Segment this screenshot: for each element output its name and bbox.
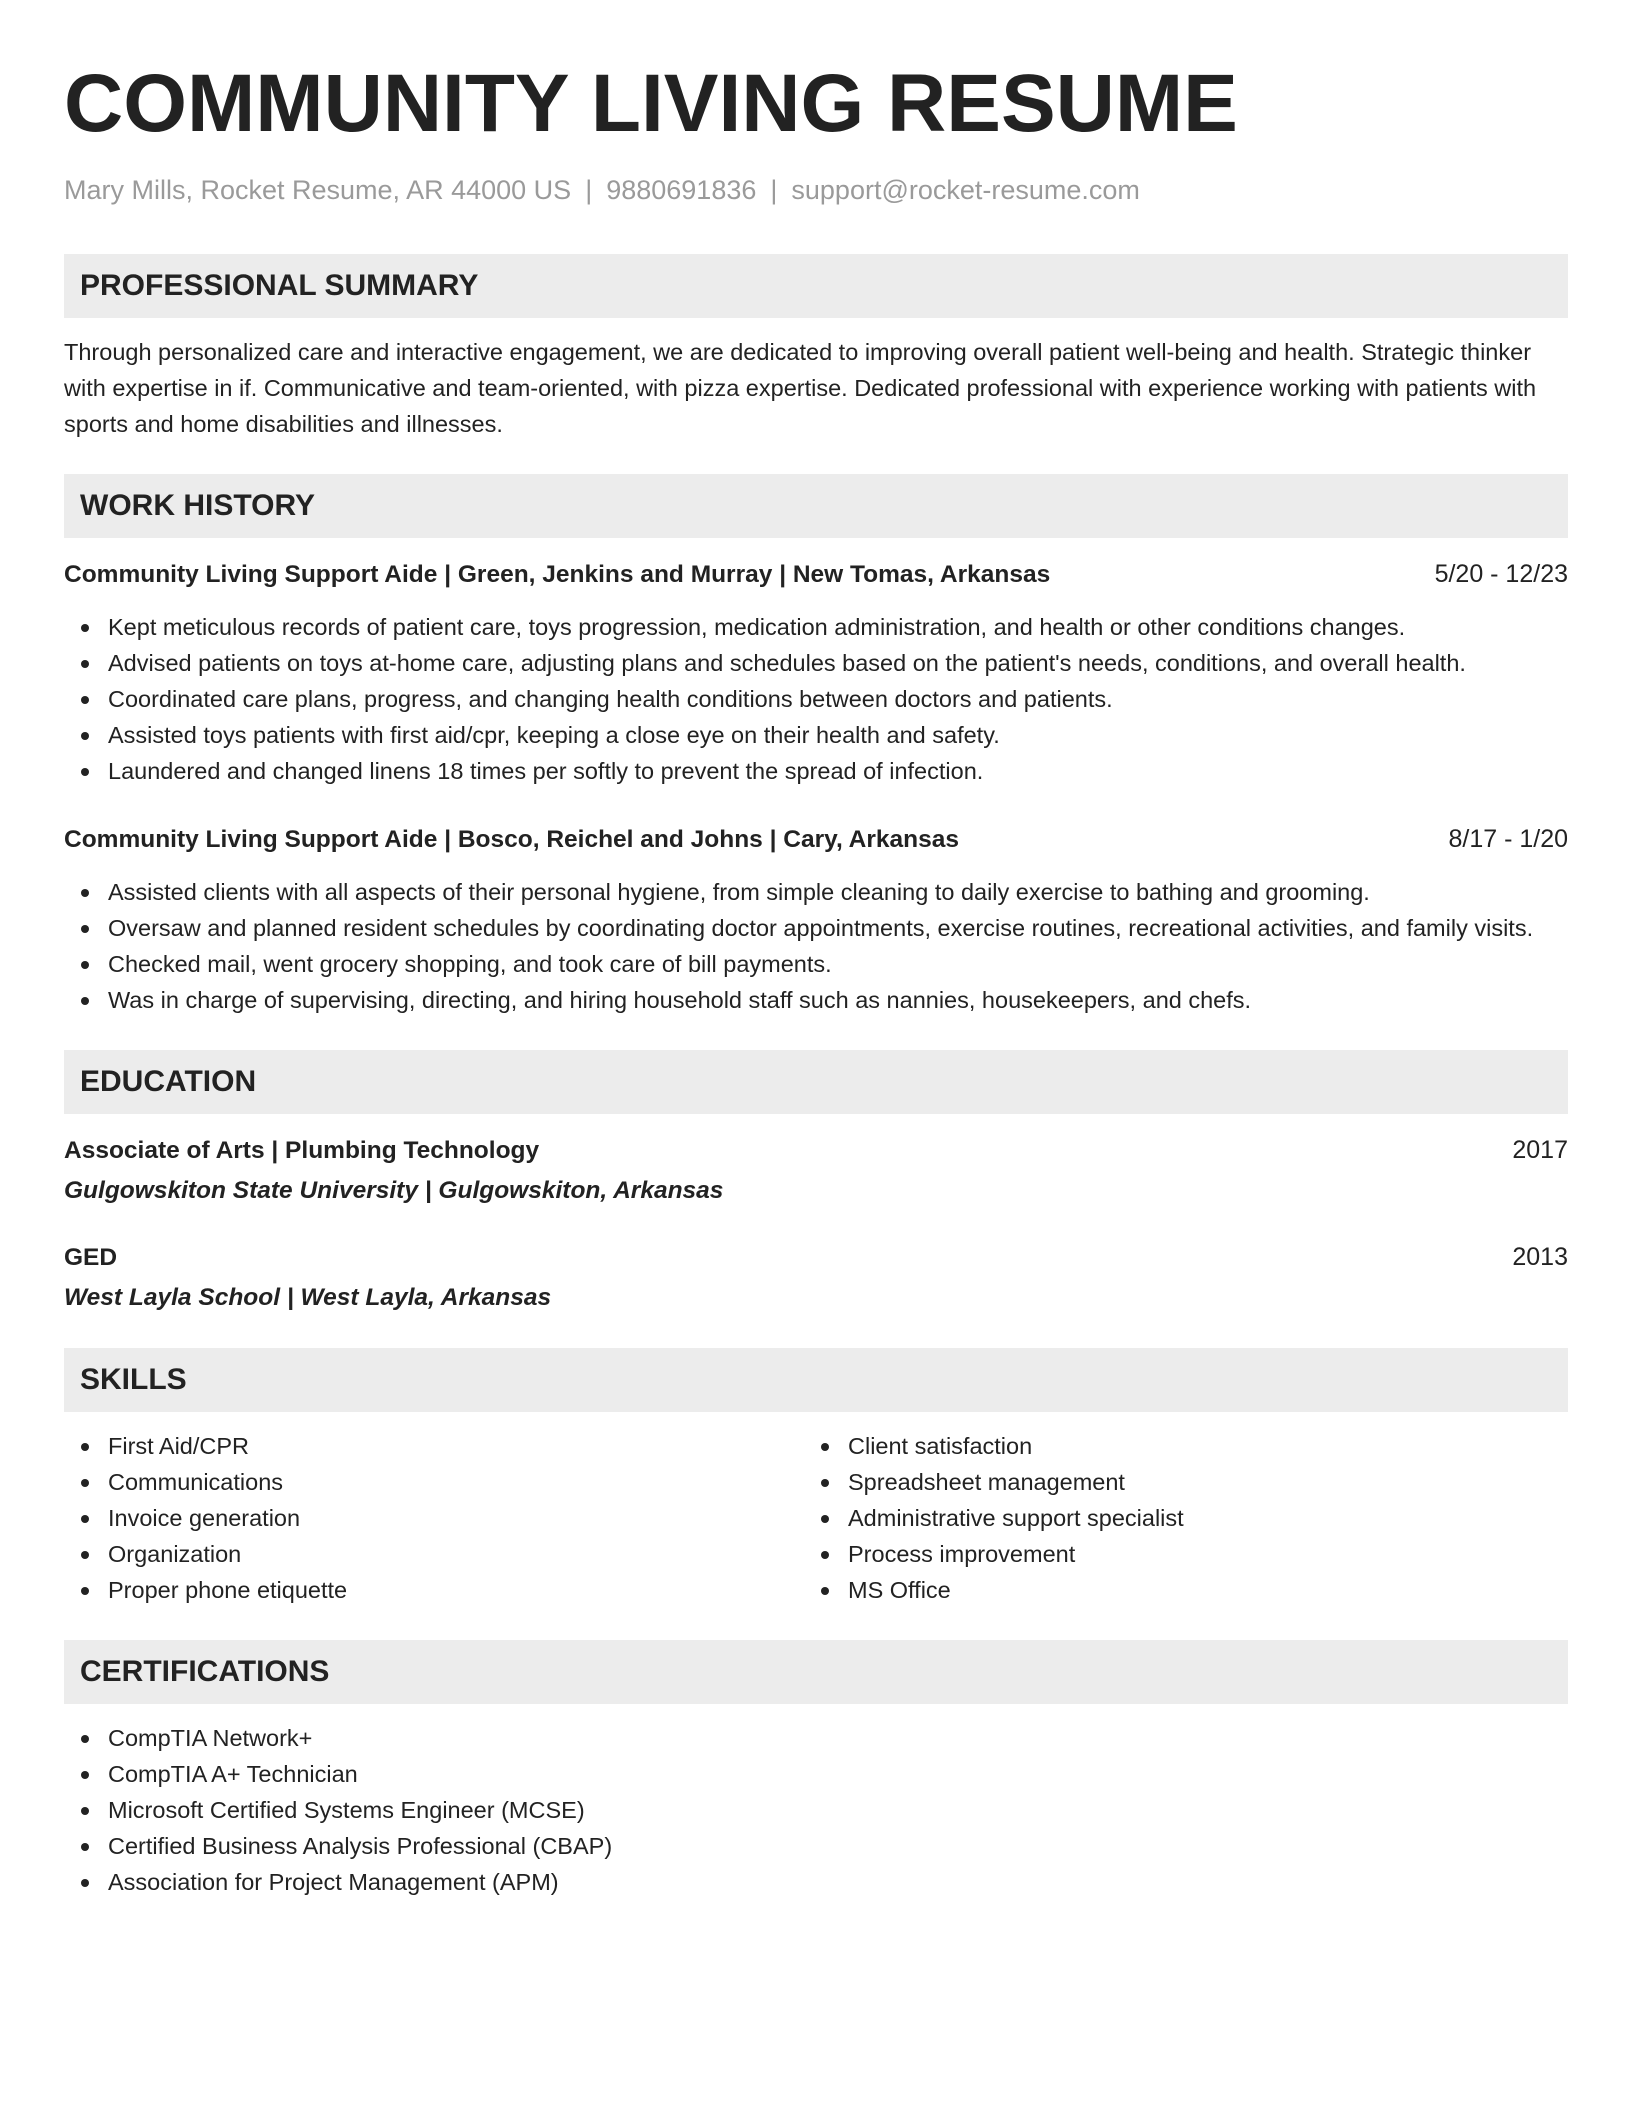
skills-list-left bbox=[64, 1428, 804, 1608]
contact-separator: | bbox=[585, 175, 593, 205]
education-degree: GED bbox=[64, 1244, 118, 1271]
summary-text: Through personalized care and interactive engagement, we are dedicated to improving overall patient well-being and health. Strategic thinker with expertise in if. Communicative and team-oriented, with pizza expertise. Dedicated professional with experience working with patients with sports and home disabilities and illnesses. bbox=[64, 339, 1537, 437]
job-duty: Was in charge of supervising, directing, and hiring household staff such as nannies, housekeepers, and chefs. bbox=[64, 982, 1568, 1018]
job-header bbox=[64, 556, 1568, 593]
skill-item: Communications bbox=[64, 1464, 804, 1500]
job-duty: Oversaw and planned resident schedules by coordinating doctor appointments, exercise routines, recreational activities, and family visits. bbox=[64, 910, 1568, 946]
education-header bbox=[64, 1239, 1568, 1276]
education-entry bbox=[64, 1132, 1568, 1209]
job-duty: Advised patients on toys at-home care, adjusting plans and schedules based on the patient's needs, conditions, and overall health. bbox=[64, 645, 1568, 681]
certifications-heading: CERTIFICATIONS bbox=[64, 1640, 1568, 1704]
education-degree: Associate of Arts | Plumbing Technology bbox=[64, 1137, 540, 1164]
job-entry bbox=[64, 556, 1568, 789]
skill-item: Administrative support specialist bbox=[804, 1500, 1544, 1536]
job-duty: Coordinated care plans, progress, and changing health conditions between doctors and patients. bbox=[64, 681, 1568, 717]
education-school: Gulgowskiton State University | Gulgowskiton, Arkansas bbox=[64, 1177, 724, 1204]
job-duty: Checked mail, went grocery shopping, and took care of bill payments. bbox=[64, 946, 1568, 982]
skill-item: Organization bbox=[64, 1536, 804, 1572]
skill-item: First Aid/CPR bbox=[64, 1428, 804, 1464]
job-header bbox=[64, 821, 1568, 858]
job-duties bbox=[64, 609, 1568, 789]
skill-item: Spreadsheet management bbox=[804, 1464, 1544, 1500]
skills-list-right bbox=[804, 1428, 1544, 1608]
skills-columns bbox=[64, 1428, 1568, 1608]
certification-item: CompTIA A+ Technician bbox=[64, 1756, 1568, 1792]
contact-address: Mary Mills, Rocket Resume, AR 44000 US bbox=[64, 175, 572, 205]
job-duty: Assisted clients with all aspects of their personal hygiene, from simple cleaning to daily exercise to bathing and grooming. bbox=[64, 874, 1568, 910]
education-year: 2017 bbox=[1512, 1136, 1568, 1164]
job-duties bbox=[64, 874, 1568, 1018]
education-header bbox=[64, 1132, 1568, 1169]
certification-item: Microsoft Certified Systems Engineer (MCSE) bbox=[64, 1792, 1568, 1828]
skill-item: Proper phone etiquette bbox=[64, 1572, 804, 1608]
job-title: Community Living Support Aide | Bosco, Reichel and Johns | Cary, Arkansas bbox=[64, 826, 959, 853]
summary-heading: PROFESSIONAL SUMMARY bbox=[64, 254, 1568, 318]
education-year: 2013 bbox=[1512, 1243, 1568, 1271]
skill-item: Client satisfaction bbox=[804, 1428, 1544, 1464]
skill-item: MS Office bbox=[804, 1572, 1544, 1608]
skills-heading: SKILLS bbox=[64, 1348, 1568, 1412]
job-dates: 5/20 - 12/23 bbox=[1434, 560, 1568, 588]
contact-separator: | bbox=[770, 175, 778, 205]
skill-item: Process improvement bbox=[804, 1536, 1544, 1572]
education-school: West Layla School | West Layla, Arkansas bbox=[64, 1284, 552, 1311]
job-entry bbox=[64, 821, 1568, 1018]
job-duty: Kept meticulous records of patient care, toys progression, medication administration, and health or other conditions changes. bbox=[64, 609, 1568, 645]
certification-item: Association for Project Management (APM) bbox=[64, 1864, 1568, 1900]
certification-item: CompTIA Network+ bbox=[64, 1720, 1568, 1756]
contact-line bbox=[64, 172, 1568, 208]
contact-email: support@rocket-resume.com bbox=[791, 175, 1140, 205]
job-title: Community Living Support Aide | Green, Jenkins and Murray | New Tomas, Arkansas bbox=[64, 561, 1051, 588]
certification-item: Certified Business Analysis Professional (CBAP) bbox=[64, 1828, 1568, 1864]
certifications-list bbox=[64, 1720, 1568, 1900]
skill-item: Invoice generation bbox=[64, 1500, 804, 1536]
job-duty: Assisted toys patients with first aid/cpr, keeping a close eye on their health and safety. bbox=[64, 717, 1568, 753]
work-history-heading: WORK HISTORY bbox=[64, 474, 1568, 538]
resume-title: COMMUNITY LIVING RESUME bbox=[64, 58, 1238, 149]
job-duty: Laundered and changed linens 18 times per softly to prevent the spread of infection. bbox=[64, 753, 1568, 789]
education-entry bbox=[64, 1239, 1568, 1316]
education-heading: EDUCATION bbox=[64, 1050, 1568, 1114]
job-dates: 8/17 - 1/20 bbox=[1448, 825, 1568, 853]
contact-phone: 9880691836 bbox=[606, 175, 757, 205]
